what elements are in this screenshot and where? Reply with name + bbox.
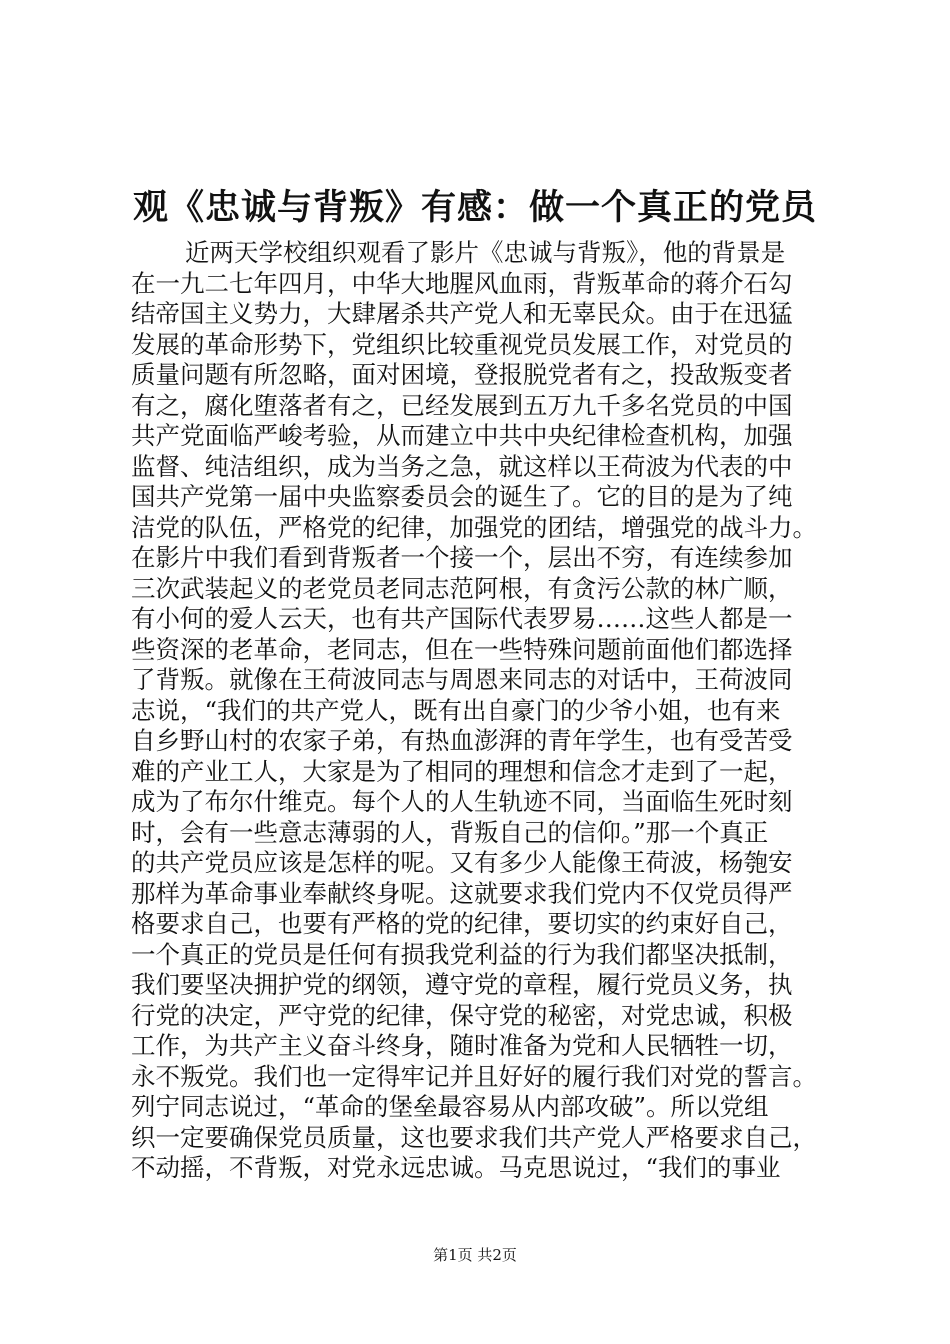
text-line: 国共产党第一届中央监察委员会的诞生了。它的目的是为了纯 [131,482,793,511]
page-number-footer: 第1页 共2页 [433,1246,517,1264]
text-line: 些资深的老革命，老同志，但在一些特殊问题前面他们都选择 [131,634,793,664]
text-line: 那样为革命事业奉献终身呢。这就要求我们党内不仅党员得严 [131,878,793,908]
text-line: 有之，腐化堕落者有之，已经发展到五万九千多名党员的中国 [131,390,793,420]
text-line: 的共产党员应该是怎样的呢。又有多少人能像王荷波，杨匏安 [131,848,793,877]
text-line: 在一九二七年四月，中华大地腥风血雨，背叛革命的蒋介石勾 [131,268,793,298]
text-line: 成为了布尔什维克。每个人的人生轨迹不同，当面临生死时刻 [131,787,793,816]
text-line: 洁党的队伍，严格党的纪律，加强党的团结，增强党的战斗力。 [131,512,817,542]
text-line: 志说，“我们的共产党人，既有出自豪门的少爷小姐，也有来 [131,695,781,725]
text-line: 了背叛。就像在王荷波同志与周恩来同志的对话中，王荷波同 [131,665,793,694]
text-line: 不动摇，不背叛，对党永远忠诚。马克思说过，“我们的事业 [131,1153,781,1182]
document-body [131,238,841,1184]
text-line: 在影片中我们看到背叛者一个接一个，层出不穷，有连续参加 [131,543,793,572]
text-line: 难的产业工人，大家是为了相同的理想和信念才走到了一起， [131,756,793,786]
text-line: 一个真正的党员是任何有损我党利益的行为我们都坚决抵制， [131,939,793,969]
text-line: 近两天学校组织观看了影片《忠诚与背叛》，他的背景是 [185,238,786,267]
text-line: 发展的革命形势下，党组织比较重视党员发展工作，对党员的 [131,329,793,359]
text-line: 永不叛党。我们也一定得牢记并且好好的履行我们对党的誓言。 [131,1061,817,1091]
text-line: 格要求自己，也要有严格的党的纪律，要切实的约束好自己， [131,909,793,938]
text-line: 质量问题有所忽略，面对困境，登报脱党者有之，投敌叛变者 [131,360,793,389]
text-line: 三次武装起义的老党员老同志范阿根，有贪污公款的林广顺， [131,573,793,603]
text-line: 监督、纯洁组织，成为当务之急，就这样以王荷波为代表的中 [131,451,793,481]
text-line: 有小何的爱人云天，也有共产国际代表罗易……这些人都是一 [131,604,793,633]
text-line: 织一定要确保党员质量，这也要求我们共产党人严格要求自己， [131,1122,817,1152]
text-line: 行党的决定，严守党的纪律，保守党的秘密，对党忠诚，积极 [131,1000,793,1030]
text-line: 时，会有一些意志薄弱的人，背叛自己的信仰。”那一个真正 [131,817,769,847]
text-line: 我们要坚决拥护党的纲领，遵守党的章程，履行党员义务，执 [131,970,793,999]
text-line: 共产党面临严峻考验，从而建立中共中央纪律检查机构，加强 [131,421,793,450]
text-line: 自乡野山村的农家子弟，有热血澎湃的青年学生，也有受苦受 [131,726,793,755]
document-title: 观《忠诚与背叛》有感：做一个真正的党员 [132,187,817,228]
text-line: 工作，为共产主义奋斗终身，随时准备为党和人民牺牲一切， [131,1031,793,1060]
text-line: 结帝国主义势力，大肆屠杀共产党人和无辜民众。由于在迅猛 [131,299,793,328]
text-line: 列宁同志说过，“革命的堡垒最容易从内部攻破”。所以党组 [131,1092,769,1121]
